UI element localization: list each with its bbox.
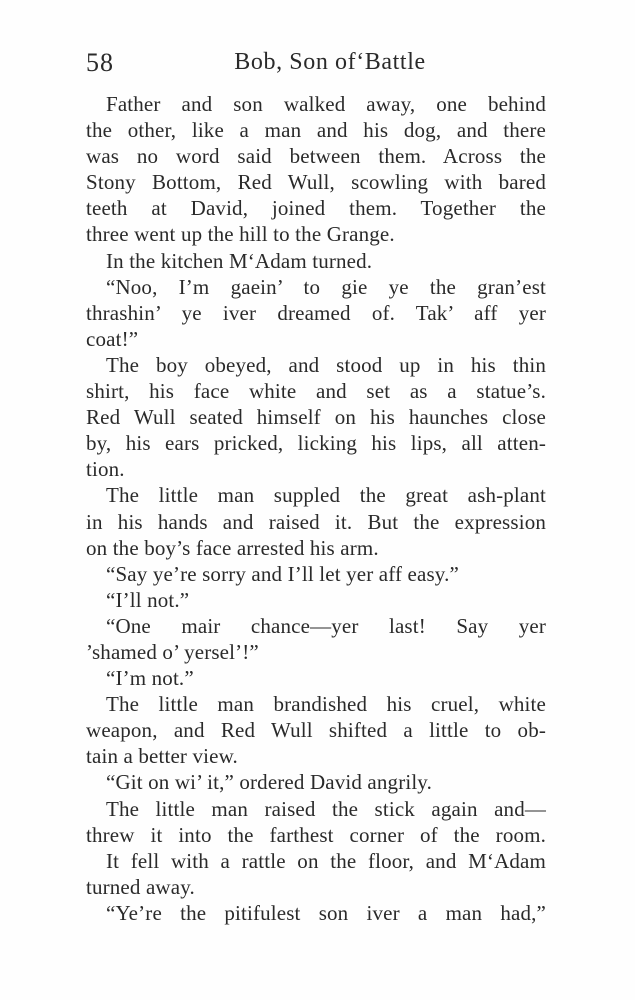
text-line: tion. bbox=[86, 457, 125, 482]
text-line: It fell with a rattle on the floor, and MʻAdam bbox=[106, 848, 546, 873]
page-number: 58 bbox=[86, 48, 114, 77]
text-line: on the boy’s face arrested his arm. bbox=[86, 535, 379, 560]
text-line: by, his ears pricked, licking his lips, all atten- bbox=[86, 431, 546, 456]
text-line: “Say ye’re sorry and I’ll let yer aff easy.” bbox=[106, 561, 459, 586]
text-line: Red Wull seated himself on his haunches close bbox=[86, 405, 546, 430]
text-line: The little man suppled the great ash-plant bbox=[106, 483, 546, 508]
text-line: The boy obeyed, and stood up in his thin bbox=[106, 352, 546, 377]
text-line: “Git on wi’ it,” ordered David angrily. bbox=[106, 770, 432, 795]
text-line: Father and son walked away, one behind bbox=[106, 92, 546, 116]
text-line: teeth at David, joined them. Together the bbox=[86, 196, 546, 221]
body-text bbox=[86, 91, 546, 926]
text-line: “One mair chance—yer last! Say yer bbox=[106, 613, 546, 638]
text-line: weapon, and Red Wull shifted a little to ob- bbox=[86, 718, 546, 743]
text-line: Stony Bottom, Red Wull, scowling with bared bbox=[86, 170, 546, 195]
running-head bbox=[86, 48, 546, 80]
text-line: “I’m not.” bbox=[106, 666, 194, 691]
text-line: The little man raised the stick again and— bbox=[106, 796, 546, 821]
text-line: turned away. bbox=[86, 874, 195, 899]
text-line: tain a better view. bbox=[86, 744, 238, 769]
text-line: “Ye’re the pitifulest son iver a man had,” bbox=[106, 900, 546, 925]
text-line: “Noo, I’m gaein’ to gie ye the gran’est bbox=[106, 274, 546, 299]
text-line: shirt, his face white and set as a statue’s. bbox=[86, 379, 546, 404]
text-line: threw it into the farthest corner of the room. bbox=[86, 822, 546, 847]
text-line: In the kitchen MʻAdam turned. bbox=[106, 248, 373, 273]
text-line: ’shamed o’ yersel’!” bbox=[86, 639, 259, 664]
running-title: Bob, Son ofʻBattle bbox=[234, 49, 426, 75]
text-line: was no word said between them. Across the bbox=[86, 144, 546, 169]
text-line: in his hands and raised it. But the expression bbox=[86, 509, 546, 534]
text-line: The little man brandished his cruel, white bbox=[106, 692, 546, 717]
text-line: coat!” bbox=[86, 326, 139, 351]
text-line: three went up the hill to the Grange. bbox=[86, 222, 395, 247]
text-line: “I’ll not.” bbox=[106, 587, 190, 612]
text-line: thrashin’ ye iver dreamed of. Tak’ aff yer bbox=[86, 300, 546, 325]
text-line: the other, like a man and his dog, and there bbox=[86, 118, 546, 143]
